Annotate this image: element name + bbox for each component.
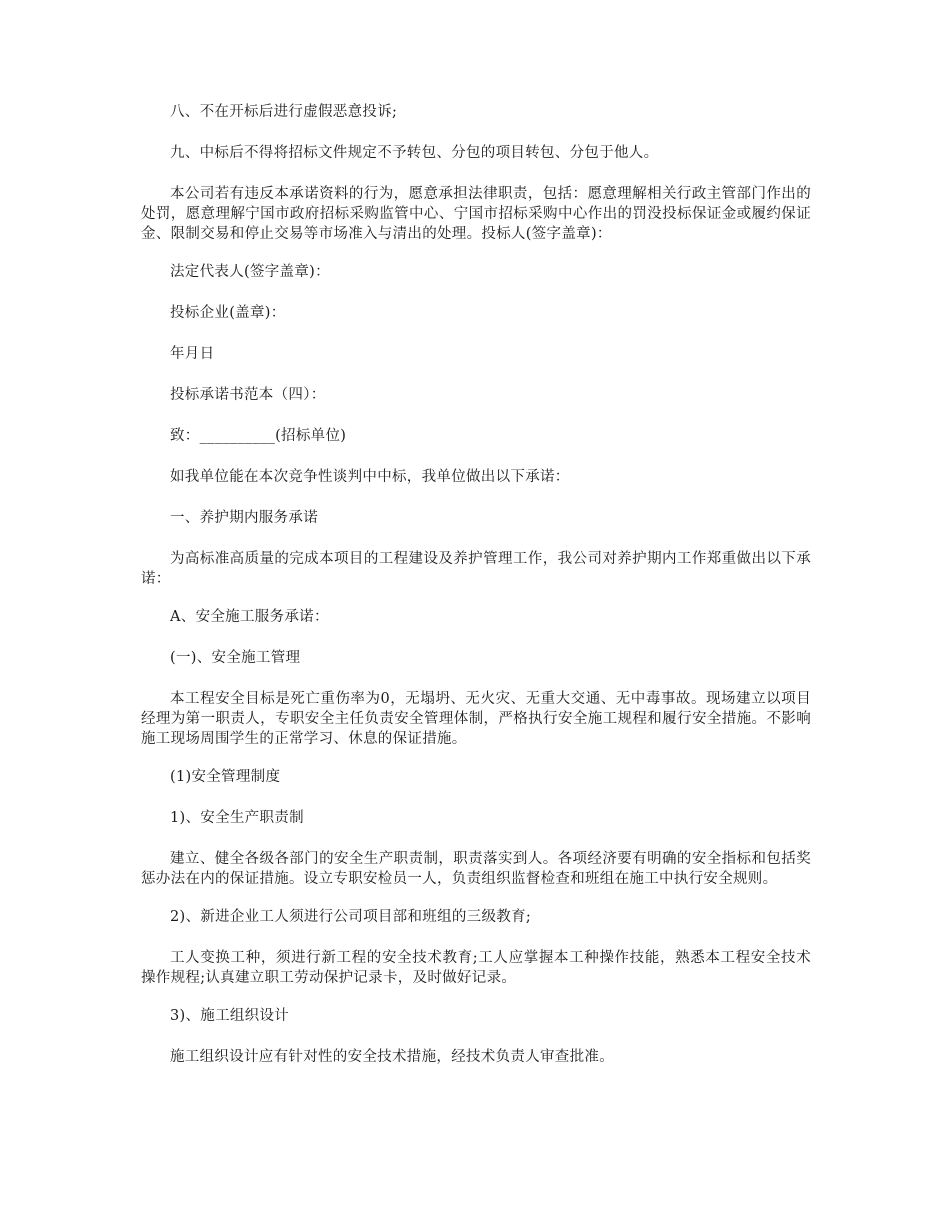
paragraph-clause-8: 八、不在开标后进行虚假恶意投诉; bbox=[170, 104, 398, 120]
paragraph-addressee: 致：__________(招标单位) bbox=[170, 428, 347, 444]
paragraph-responsibility: 建立、健全各级各部门的安全生产职责制，职责落实到人。各项经济要有明确的安全指标和包括奖惩办法在内的保证措施。设立专职安检员一人，负责组织监督检查和班组在施工中执行安全规则。 bbox=[141, 851, 811, 887]
paragraph-liability: 本公司若有违反本承诺资料的行为，愿意承担法律职责，包括：愿意理解相关行政主管部门作出的处罚，愿意理解宁国市政府招标采购监管中心、宁国市招标采购中心作出的罚没投标保证金或履约保证金、限制交易和停止交易等市场准入与清出的处理。投标人(签字盖章)： bbox=[141, 186, 811, 242]
paragraph-item-1: 1)、安全生产职责制 bbox=[170, 810, 304, 826]
paragraph-bidder-company: 投标企业(盖章)： bbox=[170, 305, 286, 321]
paragraph-construction-design: 施工组织设计应有针对性的安全技术措施，经技术负责人审查批准。 bbox=[170, 1049, 614, 1065]
paragraph-safety-target: 本工程安全目标是死亡重伤率为0，无塌坍、无火灾、无重大交通、无中毒事故。现场建立以项目经理为第一职责人，专职安全主任负责安全管理体制，严格执行安全施工规程和履行安全措施。不影响施工现场周围学生的正常学习、休息的保证措施。 bbox=[141, 691, 811, 747]
document-page bbox=[141, 102, 811, 1088]
paragraph-section-1: 一、养护期内服务承诺 bbox=[170, 510, 318, 526]
paragraph-item-3: 3)、施工组织设计 bbox=[170, 1008, 290, 1024]
paragraph-clause-9: 九、中标后不得将招标文件规定不予转包、分包的项目转包、分包于他人。 bbox=[170, 145, 659, 161]
paragraph-worker-training: 工人变换工种，须进行新工程的安全技术教育;工人应掌握本工种操作技能，熟悉本工程安全技术操作规程;认真建立职工劳动保护记录卡，及时做好记录。 bbox=[141, 950, 811, 986]
paragraph-subsection-1: (一)、安全施工管理 bbox=[170, 650, 301, 666]
paragraph-safety-system: (1)安全管理制度 bbox=[170, 769, 281, 785]
paragraph-template-title: 投标承诺书范本（四）： bbox=[170, 387, 326, 403]
paragraph-legal-rep: 法定代表人(签字盖章)： bbox=[170, 264, 330, 280]
paragraph-item-2: 2)、新进企业工人须进行公司项目部和班组的三级教育; bbox=[170, 909, 532, 925]
paragraph-intro: 如我单位能在本次竞争性谈判中中标，我单位做出以下承诺： bbox=[170, 469, 570, 485]
paragraph-commitment-intro: 为高标准高质量的完成本项目的工程建设及养护管理工作，我公司对养护期内工作郑重做出以下承诺： bbox=[141, 551, 811, 587]
paragraph-date: 年月日 bbox=[170, 346, 215, 362]
paragraph-section-a: A、安全施工服务承诺： bbox=[170, 609, 329, 625]
